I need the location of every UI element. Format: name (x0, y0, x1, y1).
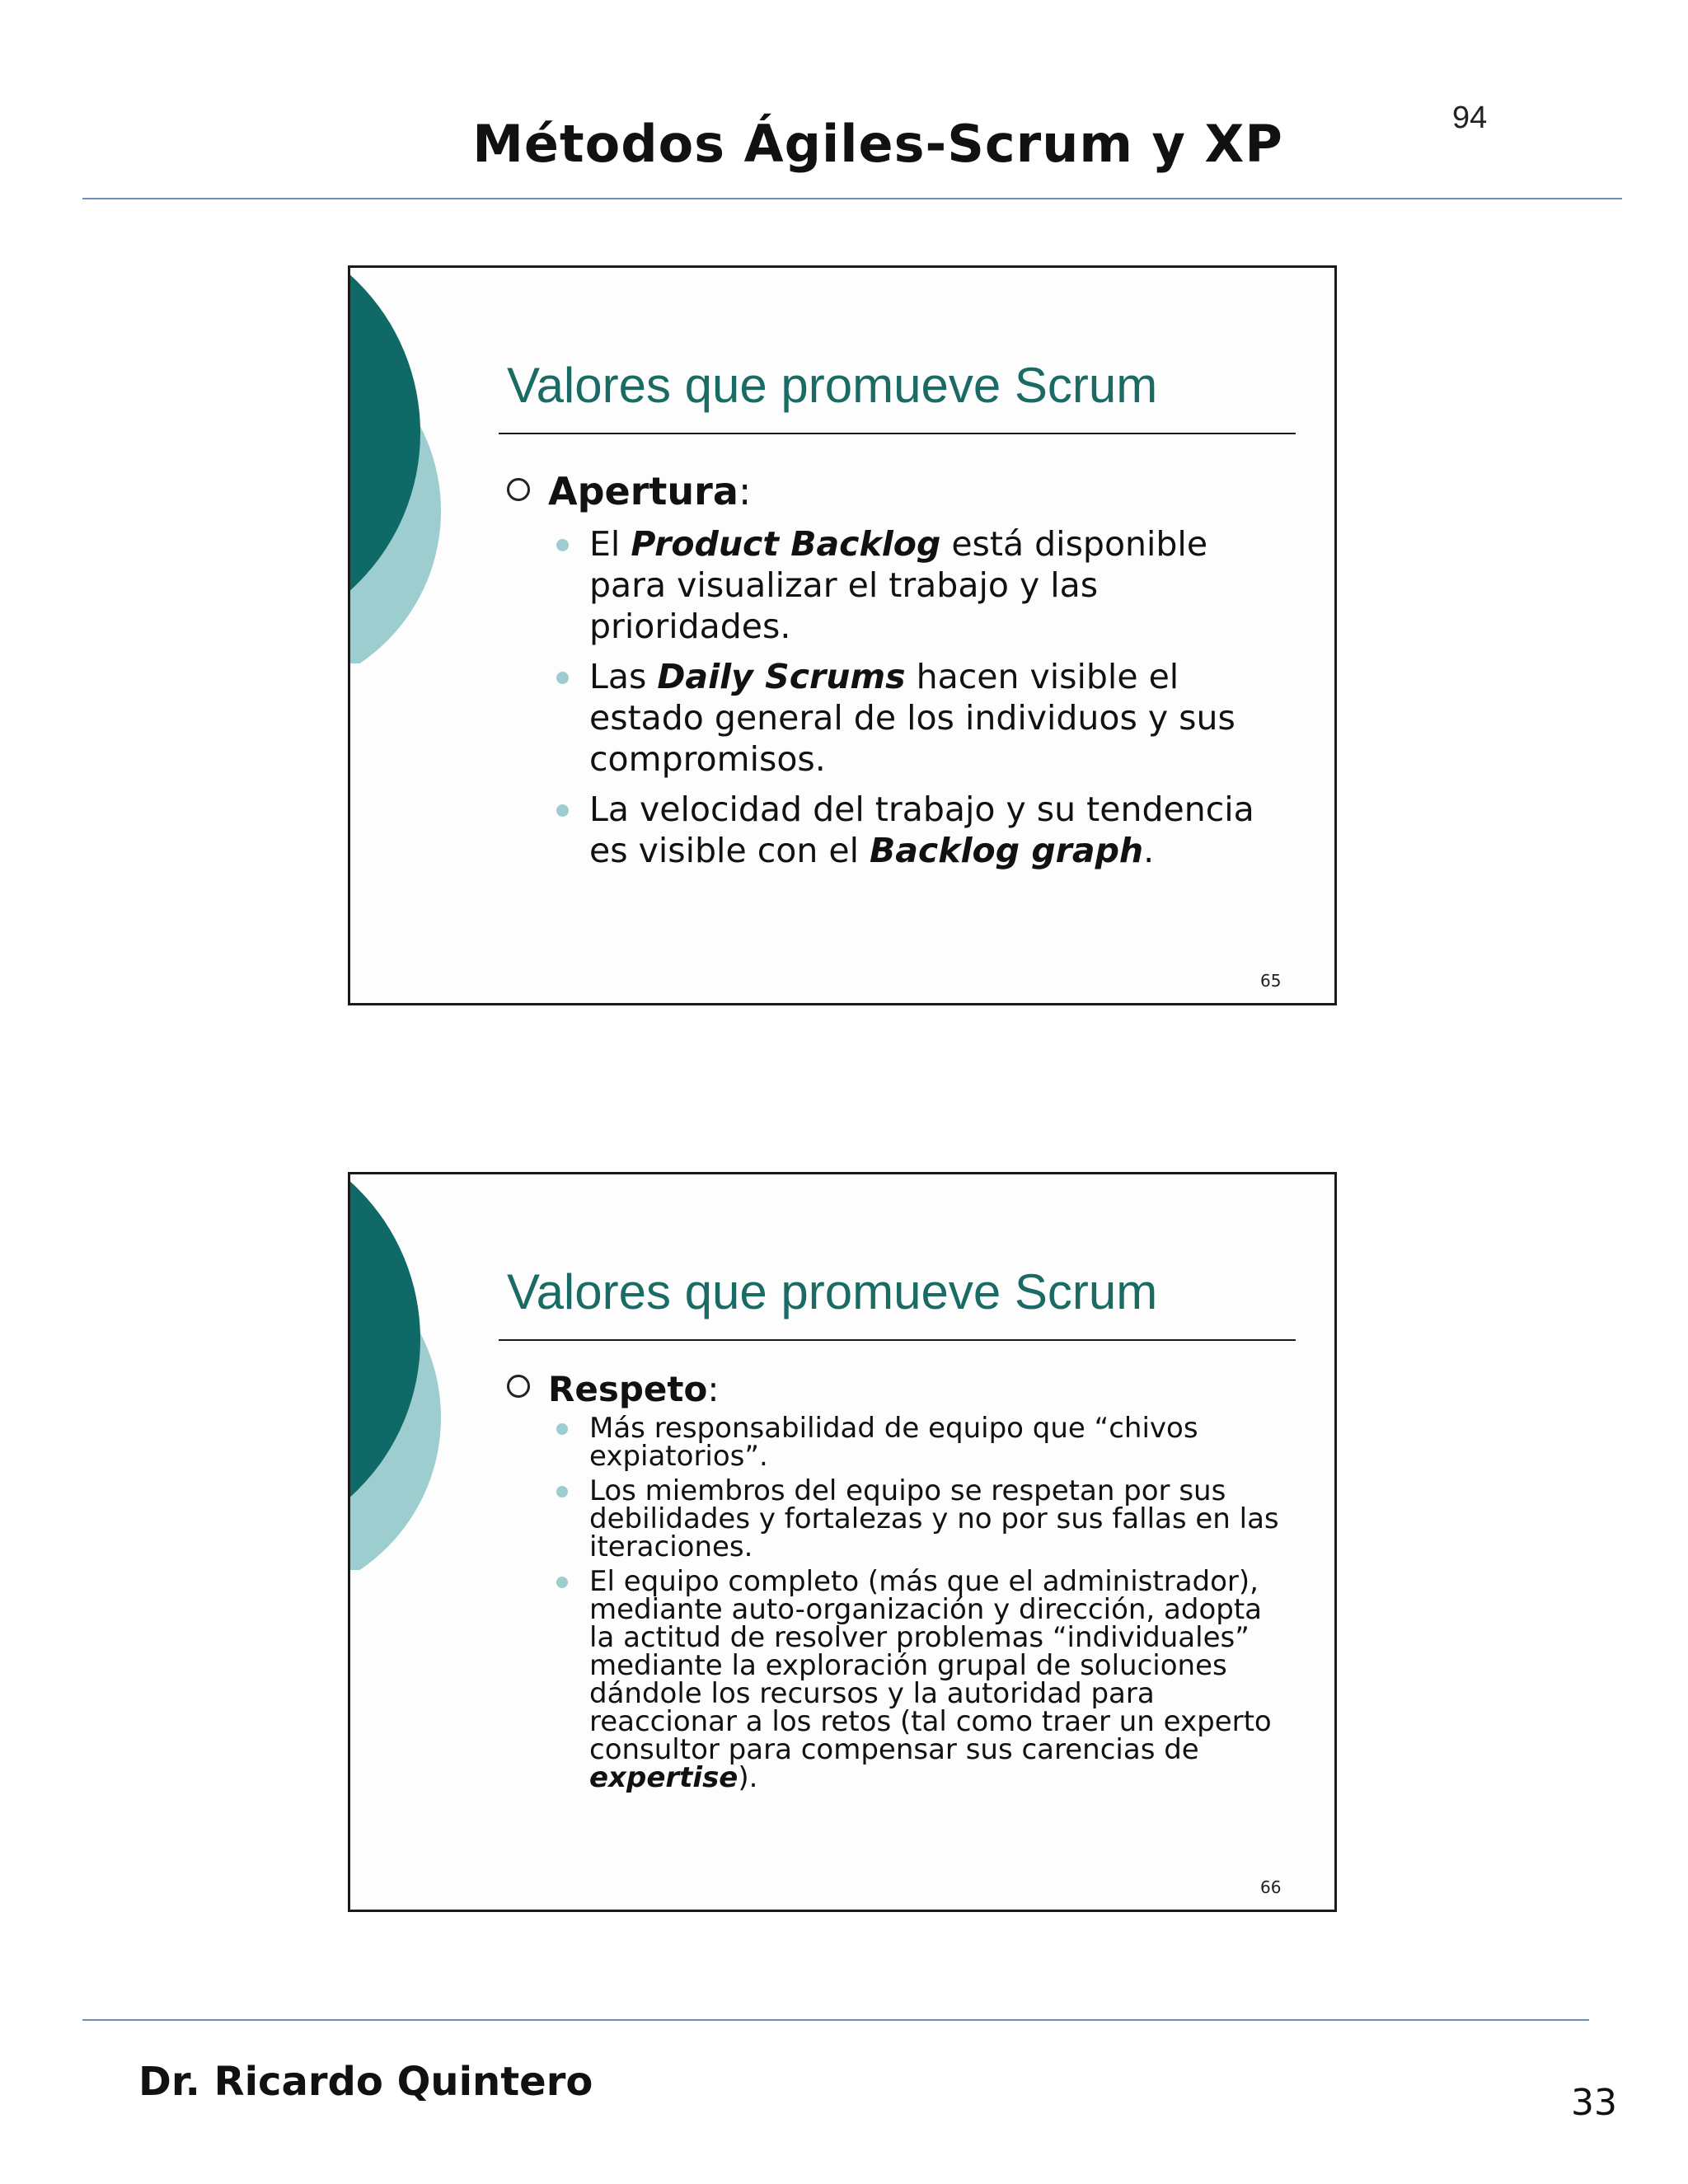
item-emphasis: Backlog graph (870, 831, 1144, 870)
slide-respeto (348, 1172, 1337, 1912)
item-text-end: ). (738, 1761, 758, 1794)
dot-bullet-icon (556, 1577, 568, 1588)
footer-page-number: 33 (1571, 2082, 1617, 2124)
item-emphasis: Product Backlog (631, 524, 941, 564)
document-title: Métodos Ágiles-Scrum y XP (472, 114, 1283, 174)
section-heading (507, 1369, 719, 1409)
dot-bullet-icon (556, 539, 569, 551)
footer-author: Dr. Ricardo Quintero (138, 2059, 593, 2105)
list-item (556, 1412, 1285, 1473)
footer-rule (82, 2019, 1589, 2021)
header-rule (82, 198, 1622, 199)
slide-title: Valores que promueve Scrum (507, 1264, 1158, 1319)
section-heading (507, 469, 751, 513)
dot-bullet-icon (556, 672, 569, 684)
slide-title-rule (499, 1339, 1296, 1341)
dot-bullet-icon (556, 1486, 568, 1497)
item-text-end: . (1143, 831, 1155, 870)
list-item (556, 789, 1285, 871)
dot-bullet-icon (556, 1423, 568, 1435)
item-text-start: El (589, 524, 631, 564)
slide-decoration-circles (348, 268, 447, 663)
item-text-end: hacen visible el estado general de los individuos y sus compromisos. (589, 657, 1236, 779)
hollow-circle-bullet-icon (507, 1375, 530, 1398)
slide-decoration-circles (348, 1174, 447, 1570)
slide-title-rule (499, 433, 1296, 434)
item-text-start: El equipo completo (más que el administrador), mediante auto-organización y dirección, adopta la actitud de resolver problemas “individuales” mediante la exploración grupal de soluciones dándole los recursos y la autoridad para reaccionar a los retos (tal como traer un experto consultor para compensar sus carencias de (589, 1565, 1272, 1766)
item-text-start: Más responsabilidad de equipo que “chivos expiatorios”. (589, 1412, 1198, 1473)
section-heading-label: Apertura (548, 469, 738, 513)
bullet-list (556, 1414, 1285, 1798)
dot-bullet-icon (556, 804, 569, 817)
hollow-circle-bullet-icon (507, 478, 530, 501)
section-heading-colon: : (707, 1369, 720, 1409)
item-text-start: Los miembros del equipo se respetan por sus debilidades y fortalezas y no por sus fallas en las iteraciones. (589, 1474, 1279, 1563)
list-item (556, 1474, 1285, 1563)
item-emphasis: expertise (589, 1761, 738, 1794)
section-heading-label: Respeto (548, 1369, 708, 1409)
document-page-number: 94 (1452, 101, 1488, 135)
slide-number: 66 (1260, 1877, 1282, 1897)
item-emphasis: Daily Scrums (657, 657, 906, 696)
section-heading-colon: : (738, 469, 752, 513)
list-item (556, 1565, 1285, 1794)
bullet-list (556, 523, 1285, 880)
item-text-start: La velocidad del trabajo y su tendencia es visible con el (589, 790, 1254, 870)
slide-apertura (348, 265, 1337, 1005)
item-text-end: está disponible para visualizar el trabajo y las prioridades. (589, 524, 1208, 646)
item-text-start: Las (589, 657, 658, 696)
list-item (556, 656, 1285, 780)
slide-number: 65 (1260, 971, 1282, 991)
slide-title: Valores que promueve Scrum (507, 358, 1158, 413)
list-item (556, 523, 1285, 647)
